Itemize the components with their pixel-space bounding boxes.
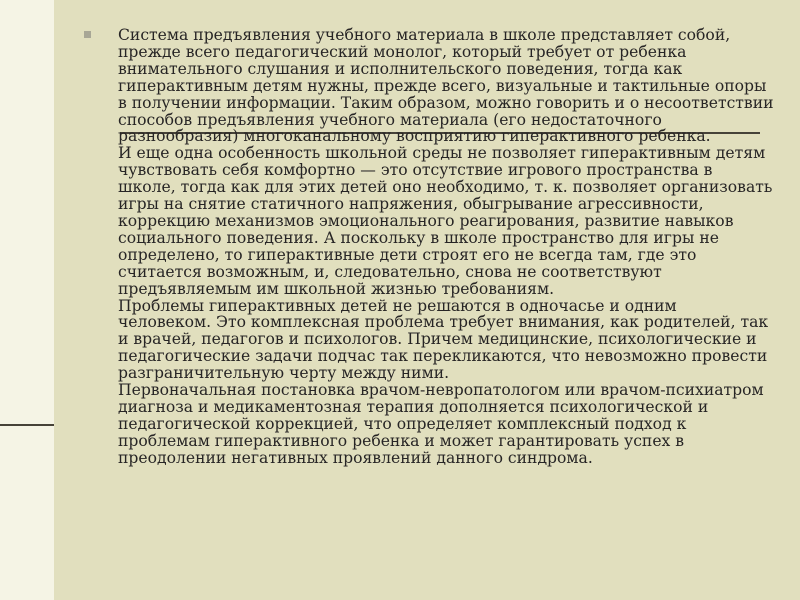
left-sidebar-panel bbox=[0, 0, 54, 600]
paragraph-play-space: И еще одна особенность школьной среды не позволяет гиперактивным детям чувствовать себя комфортно — это отсутствие игрового пространства в школе, тогда как для этих детей оно необходимо, т. к. позволяет организовать игры на снятие статичного напряжения, обыгрывание агрессивности, коррекцию механизмов эмоционального реагирования, развитие навыков социального поведения. А поскольку в школе пространство для игры не определено, то гиперактивные дети строят его не всегда там, где это считается возможным, и, следовательно, снова не соответствуют предъявляемым им школьной жизнью требованиям. bbox=[118, 144, 773, 298]
paragraph-school-presentation: Система предъявления учебного материала в школе представляет собой, прежде всего педагогический монолог, который требует от ребенка внимательного слушания и исполнительского поведения, тогда как гиперактивным детям нужны, прежде всего, визуальные и тактильные опоры в получении информации. Таким образом, можно говорить и о несоответствии способов предъявления учебного материала (его недостаточного разнообразия) многоканальному восприятию гиперактивного ребенка. bbox=[118, 26, 774, 146]
square-bullet-icon bbox=[84, 31, 91, 38]
bullet-item bbox=[84, 27, 774, 467]
left-divider-line bbox=[0, 424, 54, 426]
paragraph-diagnosis-therapy: Первоначальная постановка врачом-невропатологом или врачом-психиатром диагноза и медикаментозная терапия дополняется психологической и педагогической коррекцией, что определяет комплексный подход к проблемам гиперактивного ребенка и может гарантировать успех в преодолении негативных проявлений данного синдрома. bbox=[118, 381, 764, 467]
body-text bbox=[118, 27, 774, 467]
paragraph-complex-problem: Проблемы гиперактивных детей не решаются в одночасье и одним человеком. Это комплексная проблема требует внимания, как родителей, так и врачей, педагогов и психологов. Причем медицинские, психологические и педагогические задачи подчас так перекликаются, что невозможно провести разграничительную черту между ними. bbox=[118, 296, 769, 383]
